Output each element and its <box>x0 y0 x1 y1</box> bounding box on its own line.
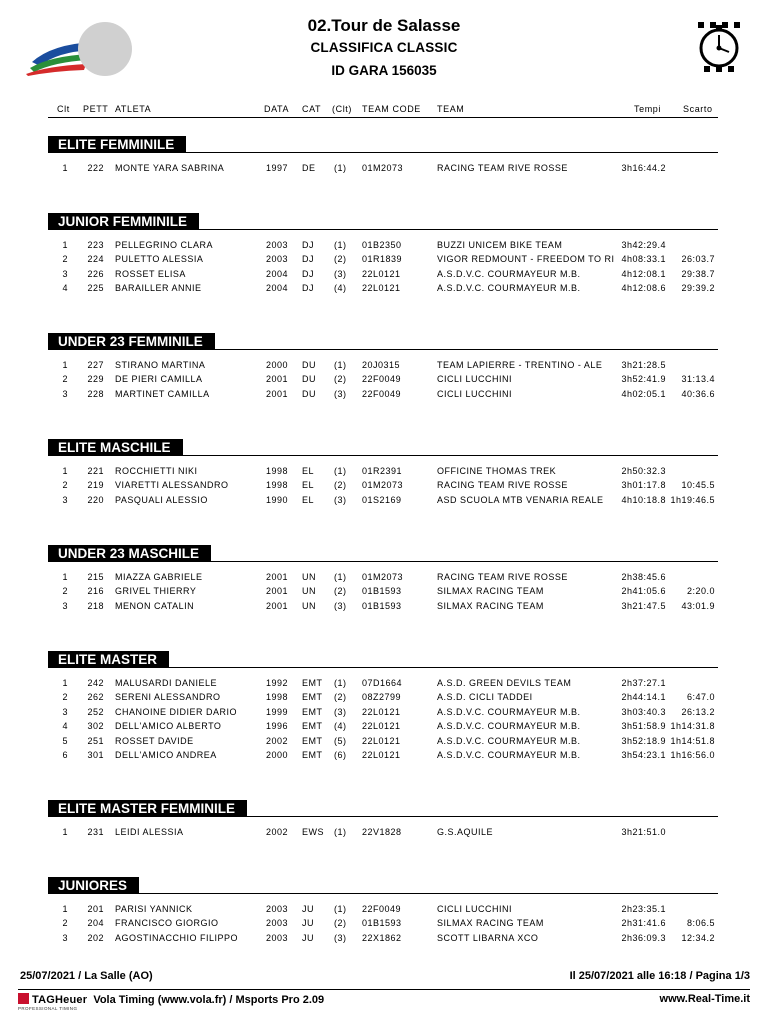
result-rank: 3 <box>62 494 68 505</box>
result-year: 1998 <box>266 480 289 491</box>
result-rank: 1 <box>62 827 68 837</box>
result-bib: 242 <box>87 678 104 688</box>
result-rank: 2 <box>62 374 68 385</box>
result-year: 2001 <box>266 374 289 385</box>
result-category: EMT <box>302 750 323 760</box>
result-team-code: 01B2350 <box>362 240 402 250</box>
category-heading: JUNIORES <box>48 877 139 894</box>
result-category: EMT <box>302 692 323 703</box>
result-bib: 301 <box>87 750 104 760</box>
result-bib: 202 <box>87 932 104 943</box>
result-gap: 43:01.9 <box>681 600 715 611</box>
result-rank: 3 <box>62 932 68 943</box>
result-year: 2003 <box>266 254 289 265</box>
result-row <box>0 721 768 735</box>
result-time: 2h36:09.3 <box>621 932 666 943</box>
result-team-code: 01B1593 <box>362 600 402 611</box>
result-rank: 1 <box>62 678 68 688</box>
result-year: 1999 <box>266 706 289 717</box>
result-athlete: LEIDI ALESSIA <box>115 827 184 837</box>
result-category: UN <box>302 586 316 597</box>
result-year: 2002 <box>266 827 289 837</box>
result-time: 4h08:33.1 <box>621 254 666 265</box>
result-row <box>0 736 768 750</box>
result-time: 4h12:08.6 <box>621 283 666 294</box>
result-team: SILMAX RACING TEAM <box>437 918 544 929</box>
result-category: JU <box>302 904 314 914</box>
result-gap: 1h19:46.5 <box>670 494 715 505</box>
result-bib: 223 <box>87 240 104 250</box>
result-team: A.S.D. CICLI TADDEI <box>437 692 533 703</box>
result-time: 2h23:35.1 <box>621 904 666 914</box>
result-team-code: 22L0121 <box>362 721 401 732</box>
result-gap: 31:13.4 <box>681 374 715 385</box>
tagheuer-subtitle: PROFESSIONAL TIMING <box>18 1006 78 1011</box>
footer-date-place: 25/07/2021 / La Salle (AO) <box>20 970 153 982</box>
result-team: G.S.AQUILE <box>437 827 494 837</box>
result-row <box>0 827 768 841</box>
result-team: TEAM LAPIERRE - TRENTINO - ALE <box>437 360 603 370</box>
result-year: 2000 <box>266 750 289 760</box>
result-row <box>0 601 768 615</box>
result-category: DJ <box>302 268 314 279</box>
result-category-rank: (1) <box>334 163 347 173</box>
result-category-rank: (3) <box>334 600 347 611</box>
result-bib: 201 <box>87 904 104 914</box>
result-time: 2h44:14.1 <box>621 692 666 703</box>
result-rank: 6 <box>62 750 68 760</box>
result-year: 2003 <box>266 932 289 943</box>
result-year: 1990 <box>266 494 289 505</box>
result-year: 2004 <box>266 268 289 279</box>
result-row <box>0 586 768 600</box>
result-time: 4h10:18.8 <box>621 494 666 505</box>
column-header-cat: CAT <box>302 104 322 114</box>
result-team-code: 22L0121 <box>362 268 401 279</box>
result-time: 3h51:58.9 <box>621 721 666 732</box>
result-row <box>0 692 768 706</box>
footer-timing <box>18 993 324 1006</box>
category-heading: ELITE MASTER FEMMINILE <box>48 800 247 817</box>
result-team: SILMAX RACING TEAM <box>437 586 544 597</box>
result-category-rank: (2) <box>334 254 347 265</box>
footer-website[interactable]: www.Real-Time.it <box>659 993 750 1005</box>
result-team: OFFICINE THOMAS TREK <box>437 466 557 476</box>
result-category: UN <box>302 600 316 611</box>
result-athlete: MALUSARDI DANIELE <box>115 678 218 688</box>
result-team: A.S.D.V.C. COURMAYEUR M.B. <box>437 735 581 746</box>
result-gap: 1h14:51.8 <box>670 735 715 746</box>
result-team: ASD SCUOLA MTB VENARIA REALE <box>437 494 604 505</box>
result-bib: 302 <box>87 721 104 732</box>
ranking-subtitle: CLASSIFICA CLASSIC <box>310 40 458 55</box>
result-category-rank: (3) <box>334 706 347 717</box>
result-gap: 10:45.5 <box>681 480 715 491</box>
result-year: 2001 <box>266 600 289 611</box>
result-time: 3h52:41.9 <box>621 374 666 385</box>
result-row <box>0 163 768 177</box>
race-title: 02.Tour de Salasse <box>307 16 461 35</box>
result-category: DJ <box>302 240 314 250</box>
result-category: DJ <box>302 254 314 265</box>
result-time: 2h31:41.6 <box>621 918 666 929</box>
result-team-code: 22L0121 <box>362 706 401 717</box>
result-row <box>0 389 768 403</box>
result-team-code: 01R2391 <box>362 466 403 476</box>
result-time: 2h50:32.3 <box>621 466 666 476</box>
result-category: DE <box>302 163 316 173</box>
result-category-rank: (1) <box>334 827 347 837</box>
result-time: 3h03:40.3 <box>621 706 666 717</box>
result-time: 3h01:17.8 <box>621 480 666 491</box>
result-year: 2001 <box>266 388 289 399</box>
result-team-code: 22V1828 <box>362 827 402 837</box>
result-row <box>0 678 768 692</box>
result-athlete: MIAZZA GABRIELE <box>115 572 203 582</box>
result-rank: 3 <box>62 600 68 611</box>
result-athlete: BARAILLER ANNIE <box>115 283 202 294</box>
result-rank: 2 <box>62 692 68 703</box>
result-category-rank: (6) <box>334 750 347 760</box>
result-bib: 262 <box>87 692 104 703</box>
result-rank: 2 <box>62 586 68 597</box>
result-team-code: 01M2073 <box>362 480 404 491</box>
result-time: 3h42:29.4 <box>621 240 666 250</box>
result-category-rank: (1) <box>334 904 347 914</box>
result-bib: 224 <box>87 254 104 265</box>
result-year: 1997 <box>266 163 289 173</box>
result-category: JU <box>302 918 314 929</box>
result-team: A.S.D.V.C. COURMAYEUR M.B. <box>437 721 581 732</box>
result-team: CICLI LUCCHINI <box>437 374 513 385</box>
result-year: 2003 <box>266 904 289 914</box>
result-athlete: DELL'AMICO ALBERTO <box>115 721 222 732</box>
result-row <box>0 374 768 388</box>
result-bib: 229 <box>87 374 104 385</box>
result-category: EL <box>302 480 315 491</box>
result-time: 3h21:51.0 <box>621 827 666 837</box>
result-team-code: 22F0049 <box>362 374 402 385</box>
column-header-scarto: Scarto <box>683 104 713 114</box>
footer-print-info: Il 25/07/2021 alle 16:18 / Pagina 1/3 <box>569 970 750 982</box>
column-header-pett: PETT <box>83 104 109 114</box>
result-time: 2h38:45.6 <box>621 572 666 582</box>
result-time: 2h41:05.6 <box>621 586 666 597</box>
result-time: 4h12:08.1 <box>621 268 666 279</box>
category-heading: ELITE FEMMINILE <box>48 136 186 153</box>
result-year: 2004 <box>266 283 289 294</box>
result-team: A.S.D. GREEN DEVILS TEAM <box>437 678 572 688</box>
result-category-rank: (3) <box>334 932 347 943</box>
result-team-code: 01M2073 <box>362 163 404 173</box>
result-gap: 29:39.2 <box>681 283 715 294</box>
result-row <box>0 360 768 374</box>
result-gap: 40:36.6 <box>681 388 715 399</box>
result-rank: 1 <box>62 904 68 914</box>
result-row <box>0 933 768 947</box>
result-athlete: DELL'AMICO ANDREA <box>115 750 217 760</box>
category-heading: JUNIOR FEMMINILE <box>48 213 199 230</box>
result-athlete: PELLEGRINO CLARA <box>115 240 214 250</box>
result-rank: 3 <box>62 706 68 717</box>
footer-divider <box>18 989 750 990</box>
category-heading: UNDER 23 FEMMINILE <box>48 333 215 350</box>
result-athlete: STIRANO MARTINA <box>115 360 206 370</box>
result-category-rank: (1) <box>334 240 347 250</box>
result-team-code: 08Z2799 <box>362 692 402 703</box>
result-category: JU <box>302 932 314 943</box>
result-team: SCOTT LIBARNA XCO <box>437 932 539 943</box>
result-year: 2000 <box>266 360 289 370</box>
column-header-data: DATA <box>264 104 290 114</box>
result-category-rank: (2) <box>334 692 347 703</box>
race-id: ID GARA 156035 <box>331 63 437 78</box>
result-category-rank: (1) <box>334 678 347 688</box>
result-category: EMT <box>302 706 323 717</box>
result-team: CICLI LUCCHINI <box>437 904 513 914</box>
result-year: 2002 <box>266 735 289 746</box>
result-team-code: 07D1664 <box>362 678 403 688</box>
column-header-team-code: TEAM CODE <box>362 104 421 114</box>
result-category-rank: (4) <box>334 721 347 732</box>
result-rank: 2 <box>62 254 68 265</box>
result-year: 2001 <box>266 572 289 582</box>
result-time: 3h21:47.5 <box>621 600 666 611</box>
result-category: EMT <box>302 721 323 732</box>
result-team: A.S.D.V.C. COURMAYEUR M.B. <box>437 750 581 760</box>
result-team-code: 01B1593 <box>362 586 402 597</box>
tagheuer-brand: TAGHeuer <box>32 994 88 1006</box>
result-team: RACING TEAM RIVE ROSSE <box>437 480 568 491</box>
column-header-tempi: Tempi <box>634 104 662 114</box>
result-team-code: 22L0121 <box>362 735 401 746</box>
result-bib: 225 <box>87 283 104 294</box>
result-athlete: FRANCISCO GIORGIO <box>115 918 219 929</box>
result-team-code: 01R1839 <box>362 254 403 265</box>
result-category-rank: (3) <box>334 494 347 505</box>
result-year: 1992 <box>266 678 289 688</box>
result-time: 3h21:28.5 <box>621 360 666 370</box>
result-athlete: PARISI YANNICK <box>115 904 193 914</box>
result-time: 2h37:27.1 <box>621 678 666 688</box>
result-athlete: ROSSET ELISA <box>115 268 186 279</box>
result-team-code: 22X1862 <box>362 932 402 943</box>
result-bib: 222 <box>87 163 104 173</box>
result-rank: 3 <box>62 268 68 279</box>
result-row <box>0 707 768 721</box>
result-bib: 215 <box>87 572 104 582</box>
result-rank: 5 <box>62 735 68 746</box>
result-category: UN <box>302 572 316 582</box>
column-header-cat-clt: (Clt) <box>332 104 352 114</box>
result-category-rank: (1) <box>334 360 347 370</box>
tagheuer-logo-icon <box>18 993 29 1004</box>
result-gap: 12:34.2 <box>681 932 715 943</box>
result-bib: 220 <box>87 494 104 505</box>
result-bib: 251 <box>87 735 104 746</box>
result-gap: 1h16:56.0 <box>670 750 715 760</box>
result-category-rank: (2) <box>334 480 347 491</box>
result-rank: 4 <box>62 283 68 294</box>
result-row <box>0 918 768 932</box>
result-row <box>0 495 768 509</box>
result-team: RACING TEAM RIVE ROSSE <box>437 572 568 582</box>
result-row <box>0 283 768 297</box>
result-team: CICLI LUCCHINI <box>437 388 513 399</box>
result-gap: 6:47.0 <box>686 692 715 703</box>
result-time: 4h02:05.1 <box>621 388 666 399</box>
category-divider <box>48 893 718 894</box>
result-bib: 204 <box>87 918 104 929</box>
result-bib: 226 <box>87 268 104 279</box>
result-rank: 1 <box>62 360 68 370</box>
result-row <box>0 904 768 918</box>
result-category-rank: (2) <box>334 374 347 385</box>
result-bib: 219 <box>87 480 104 491</box>
result-gap: 1h14:31.8 <box>670 721 715 732</box>
result-category-rank: (1) <box>334 572 347 582</box>
result-category: EWS <box>302 827 325 837</box>
result-rank: 3 <box>62 388 68 399</box>
result-athlete: DE PIERI CAMILLA <box>115 374 203 385</box>
result-team-code: 22F0049 <box>362 904 402 914</box>
result-gap: 2:20.0 <box>686 586 715 597</box>
column-header-team: TEAM <box>437 104 465 114</box>
result-bib: 227 <box>87 360 104 370</box>
result-row <box>0 466 768 480</box>
result-category-rank: (1) <box>334 466 347 476</box>
header-divider <box>48 117 718 118</box>
result-team: A.S.D.V.C. COURMAYEUR M.B. <box>437 268 581 279</box>
result-gap: 26:13.2 <box>681 706 715 717</box>
result-rank: 2 <box>62 480 68 491</box>
result-team-code: 20J0315 <box>362 360 401 370</box>
result-gap: 8:06.5 <box>686 918 715 929</box>
column-header-atleta: ATLETA <box>115 104 152 114</box>
result-team: RACING TEAM RIVE ROSSE <box>437 163 568 173</box>
result-athlete: VIARETTI ALESSANDRO <box>115 480 229 491</box>
result-rank: 2 <box>62 918 68 929</box>
result-row <box>0 254 768 268</box>
result-gap: 26:03.7 <box>681 254 715 265</box>
result-category-rank: (2) <box>334 918 347 929</box>
result-row <box>0 572 768 586</box>
result-row <box>0 750 768 764</box>
result-athlete: PULETTO ALESSIA <box>115 254 204 265</box>
result-category: DU <box>302 388 316 399</box>
result-team-code: 01B1593 <box>362 918 402 929</box>
result-bib: 218 <box>87 600 104 611</box>
result-time: 3h54:23.1 <box>621 750 666 760</box>
result-athlete: ROSSET DAVIDE <box>115 735 194 746</box>
result-bib: 228 <box>87 388 104 399</box>
column-header-clt: Clt <box>57 104 70 114</box>
result-category: DU <box>302 374 316 385</box>
result-bib: 231 <box>87 827 104 837</box>
result-category-rank: (5) <box>334 735 347 746</box>
result-row <box>0 480 768 494</box>
category-heading: ELITE MASTER <box>48 651 169 668</box>
timing-software: Vola Timing (www.vola.fr) / Msports Pro 2.09 <box>93 994 325 1006</box>
result-team-code: 01M2073 <box>362 572 404 582</box>
result-year: 1998 <box>266 466 289 476</box>
result-bib: 216 <box>87 586 104 597</box>
result-athlete: GRIVEL THIERRY <box>115 586 197 597</box>
result-category-rank: (3) <box>334 268 347 279</box>
result-rank: 1 <box>62 466 68 476</box>
category-heading: UNDER 23 MASCHILE <box>48 545 211 562</box>
result-rank: 4 <box>62 721 68 732</box>
result-category: DU <box>302 360 316 370</box>
result-year: 2003 <box>266 240 289 250</box>
result-year: 1996 <box>266 721 289 732</box>
result-category-rank: (4) <box>334 283 347 294</box>
category-heading: ELITE MASCHILE <box>48 439 183 456</box>
result-athlete: ROCCHIETTI NIKI <box>115 466 198 476</box>
result-category: EL <box>302 466 315 476</box>
result-category: DJ <box>302 283 314 294</box>
result-athlete: PASQUALI ALESSIO <box>115 494 208 505</box>
result-athlete: MENON CATALIN <box>115 600 195 611</box>
result-category-rank: (3) <box>334 388 347 399</box>
result-category: EMT <box>302 735 323 746</box>
result-team: A.S.D.V.C. COURMAYEUR M.B. <box>437 706 581 717</box>
result-team: BUZZI UNICEM BIKE TEAM <box>437 240 563 250</box>
result-row <box>0 240 768 254</box>
result-category-rank: (2) <box>334 586 347 597</box>
result-team-code: 01S2169 <box>362 494 402 505</box>
result-year: 2001 <box>266 586 289 597</box>
result-team: SILMAX RACING TEAM <box>437 600 544 611</box>
result-athlete: SERENI ALESSANDRO <box>115 692 221 703</box>
result-gap: 29:38.7 <box>681 268 715 279</box>
result-team-code: 22L0121 <box>362 750 401 760</box>
result-time: 3h52:18.9 <box>621 735 666 746</box>
result-athlete: CHANOINE DIDIER DARIO <box>115 706 238 717</box>
result-athlete: AGOSTINACCHIO FILIPPO <box>115 932 239 943</box>
result-category: EMT <box>302 678 323 688</box>
result-bib: 252 <box>87 706 104 717</box>
result-time: 3h16:44.2 <box>621 163 666 173</box>
result-team-code: 22F0049 <box>362 388 402 399</box>
result-row <box>0 269 768 283</box>
result-category: EL <box>302 494 315 505</box>
result-rank: 1 <box>62 163 68 173</box>
result-team: VIGOR REDMOUNT - FREEDOM TO RI <box>437 254 615 265</box>
result-team-code: 22L0121 <box>362 283 401 294</box>
result-rank: 1 <box>62 572 68 582</box>
result-year: 1998 <box>266 692 289 703</box>
result-athlete: MONTE YARA SABRINA <box>115 163 225 173</box>
result-team: A.S.D.V.C. COURMAYEUR M.B. <box>437 283 581 294</box>
result-year: 2003 <box>266 918 289 929</box>
result-bib: 221 <box>87 466 104 476</box>
result-athlete: MARTINET CAMILLA <box>115 388 210 399</box>
result-rank: 1 <box>62 240 68 250</box>
